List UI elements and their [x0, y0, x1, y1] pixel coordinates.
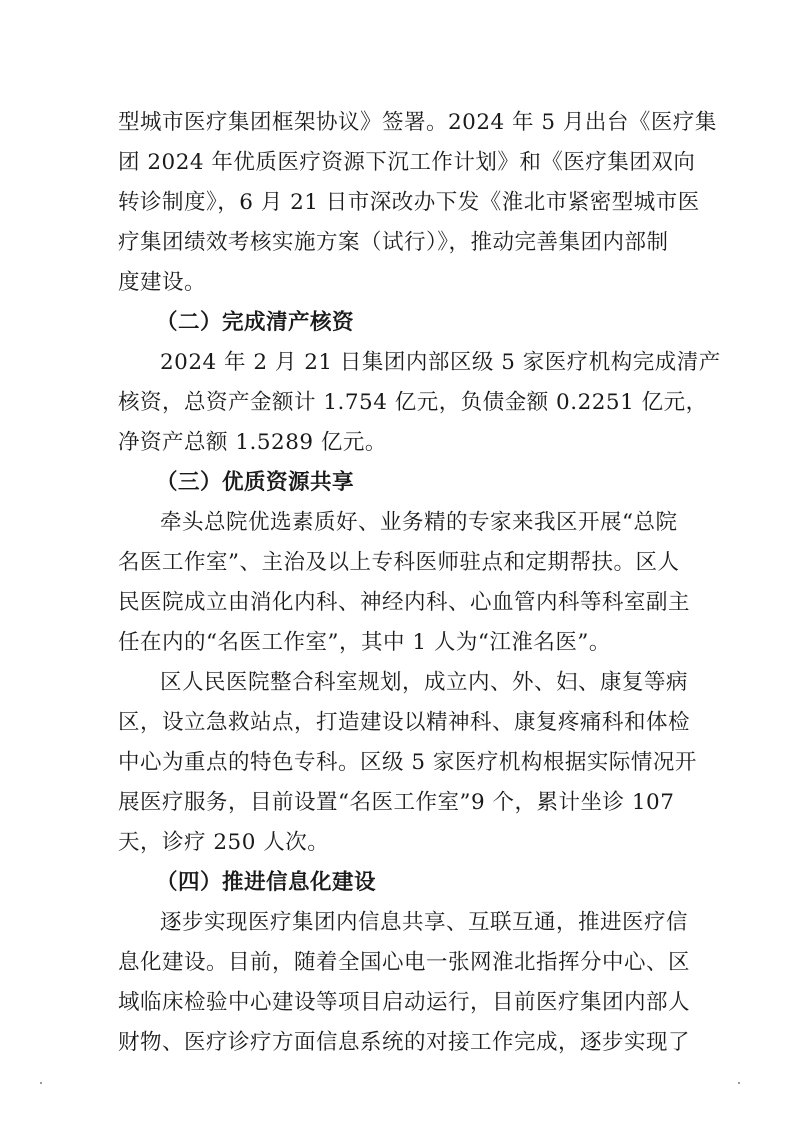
section-heading: （二）完成清产核资: [156, 310, 355, 335]
paragraph-line: 民医院成立由消化内科、神经内科、心血管内科等科室副主: [118, 590, 691, 615]
paragraph-line: 中心为重点的特色专科。区级 5 家医疗机构根据实际情况开: [118, 750, 697, 775]
paragraph-line: 转诊制度》，6 月 21 日市深改办下发《淮北市紧密型城市医: [118, 190, 700, 215]
paragraph-line: 逐步实现医疗集团内信息共享、互联互通，推进医疗信: [160, 910, 689, 935]
paragraph-line: 净资产总额 1.5289 亿元。: [118, 430, 387, 455]
paragraph-line: 展医疗服务，目前设置“名医工作室”9 个，累计坐诊 107: [118, 790, 675, 815]
paragraph-line: 财物、医疗诊疗方面信息系统的对接工作完成，逐步实现了: [118, 1030, 691, 1055]
paragraph-line: 团 2024 年优质医疗资源下沉工作计划》和《医疗集团双向: [118, 150, 696, 175]
paragraph-line: 牵头总院优选素质好、业务精的专家来我区开展“总院: [160, 510, 678, 535]
paragraph-line: 域临床检验中心建设等项目启动运行，目前医疗集团内部人: [118, 990, 691, 1015]
paragraph-line: 度建设。: [118, 270, 207, 295]
paragraph-line: 核资，总资产金额计 1.754 亿元，负债金额 0.2251 亿元，: [118, 390, 708, 415]
scan-speck: [738, 1082, 740, 1084]
section-heading: （四）推进信息化建设: [156, 870, 377, 895]
paragraph-line: 区人民医院整合科室规划，成立内、外、妇、康复等病: [160, 670, 689, 695]
paragraph-line: 天，诊疗 250 人次。: [118, 830, 330, 855]
paragraph-line: 名医工作室”、主治及以上专科医师驻点和定期帮扶。区人: [118, 550, 680, 575]
section-heading: （三）优质资源共享: [156, 470, 355, 495]
paragraph-line: 型城市医疗集团框架协议》签署。2024 年 5 月出台《医疗集: [118, 110, 717, 135]
scan-speck: [40, 1082, 42, 1084]
paragraph-line: 息化建设。目前，随着全国心电一张网淮北指挥分中心、区: [118, 950, 691, 975]
paragraph-line: 任在内的“名医工作室”，其中 1 人为“江淮名医”。: [118, 630, 611, 655]
paragraph-line: 区，设立急救站点，打造建设以精神科、康复疼痛科和体检: [118, 710, 691, 735]
paragraph-line: 疗集团绩效考核实施方案（试行）》，推动完善集团内部制: [118, 230, 669, 255]
paragraph-line: 2024 年 2 月 21 日集团内部区级 5 家医疗机构完成清产: [160, 350, 721, 375]
